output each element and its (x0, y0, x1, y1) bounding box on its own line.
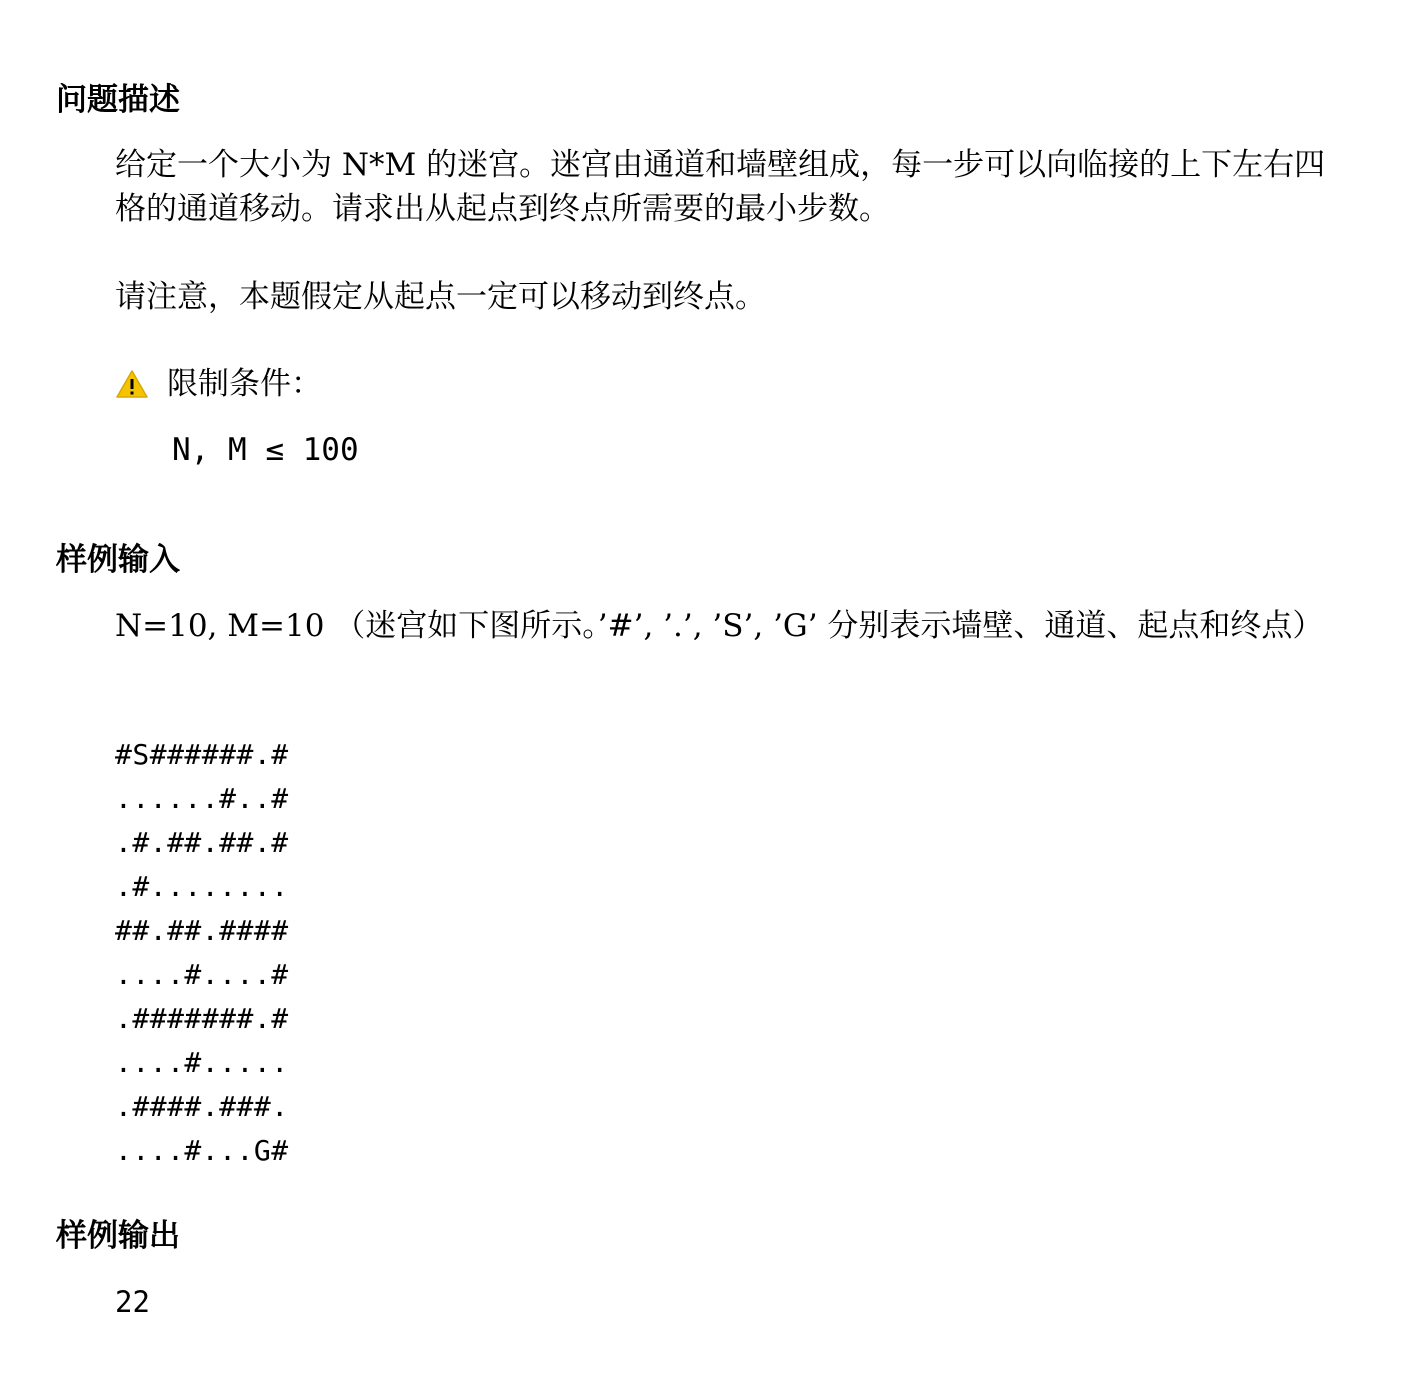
constraint-callout (115, 364, 322, 404)
maze-row: #S######.# (115, 738, 289, 771)
maze-row: .#........ (115, 870, 289, 903)
maze-row: ##.##.#### (115, 914, 289, 947)
sample-input-heading: 样例输入 (56, 542, 180, 578)
sample-output-value: 22 (115, 1285, 150, 1319)
maze-row: ....#..... (115, 1046, 289, 1079)
sample-input-description: N=10, M=10 （迷宫如下图所示。’#’, ’.’, ’S’, ’G’ 分别表示墙壁、通道、起点和终点） (115, 608, 1324, 644)
problem-description-heading: 问题描述 (56, 82, 180, 118)
maze-row: ....#...G# (115, 1134, 289, 1167)
maze-row: ....#....# (115, 958, 289, 991)
constraint-text: N, M ≤ 100 (172, 432, 359, 468)
maze-row: ......#..# (115, 782, 289, 815)
maze-row: .#######.# (115, 1002, 289, 1035)
maze-row: .#.##.##.# (115, 826, 289, 859)
problem-description-text: 给定一个大小为 N*M 的迷宫。迷宫由通道和墙壁组成，每一步可以向临接的上下左右四格的通道移动。请求出从起点到终点所需要的最小步数。 (115, 147, 1326, 227)
problem-note-text: 请注意，本题假定从起点一定可以移动到终点。 (115, 279, 766, 315)
warning-icon (115, 369, 149, 399)
sample-output-heading: 样例输出 (56, 1218, 180, 1254)
maze-row: .####.###. (115, 1090, 289, 1123)
constraint-label: 限制条件： (167, 366, 322, 402)
maze-grid (115, 733, 289, 1173)
